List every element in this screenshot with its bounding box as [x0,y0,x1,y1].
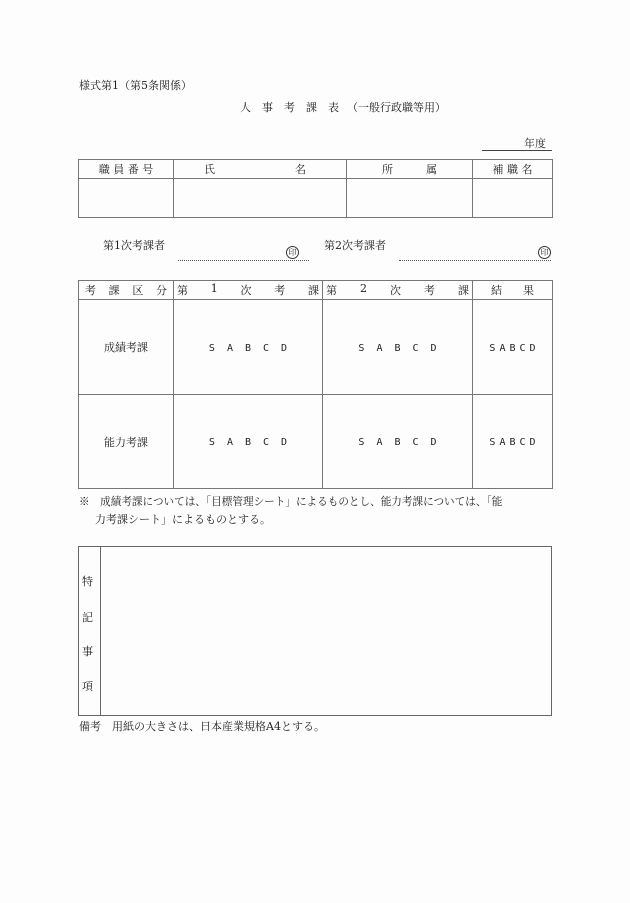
position-field[interactable] [473,179,553,218]
header-name: 氏 名 [174,160,347,179]
first-review-grades[interactable]: S A B C D [174,300,323,395]
second-reviewer-signature-line[interactable] [399,260,551,261]
result-grades[interactable]: S A B C D [473,395,553,489]
staff-number-field[interactable] [79,179,174,218]
title-char: 表 [328,101,339,114]
title-char: 考 [284,101,295,114]
header-result: 結 果 [473,281,553,300]
title-char: 人 [240,101,251,114]
table-row [79,300,553,395]
special-notes-label-char: 記 [82,611,93,624]
title-char: 課 [306,101,317,114]
affiliation-field[interactable] [347,179,473,218]
evaluation-note [79,493,554,529]
title-char: 事 [262,101,273,114]
first-reviewer-signature-line[interactable] [178,260,309,261]
header-position: 補 職 名 [473,160,553,179]
result-grades[interactable]: S A B C D [473,300,553,395]
seal-icon: 印 [538,246,551,259]
header-first-review: 第 1 次 考 課 [174,281,323,300]
table-row [79,395,553,489]
year-input-line[interactable] [482,150,552,151]
seal-icon: 印 [286,246,299,259]
header-category: 考 課 区 分 [79,281,174,300]
note-line-2: 力考課シート」によるものとする。 [95,513,271,526]
special-notes-divider [100,546,101,716]
year-label: 年度 [524,137,546,150]
staff-info-table [78,159,553,218]
special-notes-label-char: 項 [82,680,93,693]
footer-note: 備考 用紙の大きさは、日本産業規格A4とする。 [79,720,325,733]
second-review-grades[interactable]: S A B C D [323,395,473,489]
header-second-review: 第 2 次 考 課 [323,281,473,300]
second-review-grades[interactable]: S A B C D [323,300,473,395]
special-notes-label-char: 特 [82,575,93,588]
page-title [240,102,446,113]
row-label-ability: 能力考課 [79,395,174,489]
second-reviewer-label: 第2次考課者 [324,239,386,252]
special-notes-label-char: 事 [82,645,93,658]
row-label-performance: 成績考課 [79,300,174,395]
first-reviewer-label: 第1次考課者 [103,239,165,252]
title-subtitle: （一般行政職等用） [347,101,446,114]
note-line-1: ※ 成績考課については、「目標管理シート」によるものとし、能力考課については、「能 [79,496,503,508]
header-affiliation: 所 属 [347,160,473,179]
name-field[interactable] [174,179,347,218]
first-review-grades[interactable]: S A B C D [174,395,323,489]
form-label: 様式第1（第5条関係） [79,79,192,92]
evaluation-table [78,280,553,489]
header-staff-number: 職 員 番 号 [79,160,174,179]
special-notes-box[interactable] [78,546,552,716]
